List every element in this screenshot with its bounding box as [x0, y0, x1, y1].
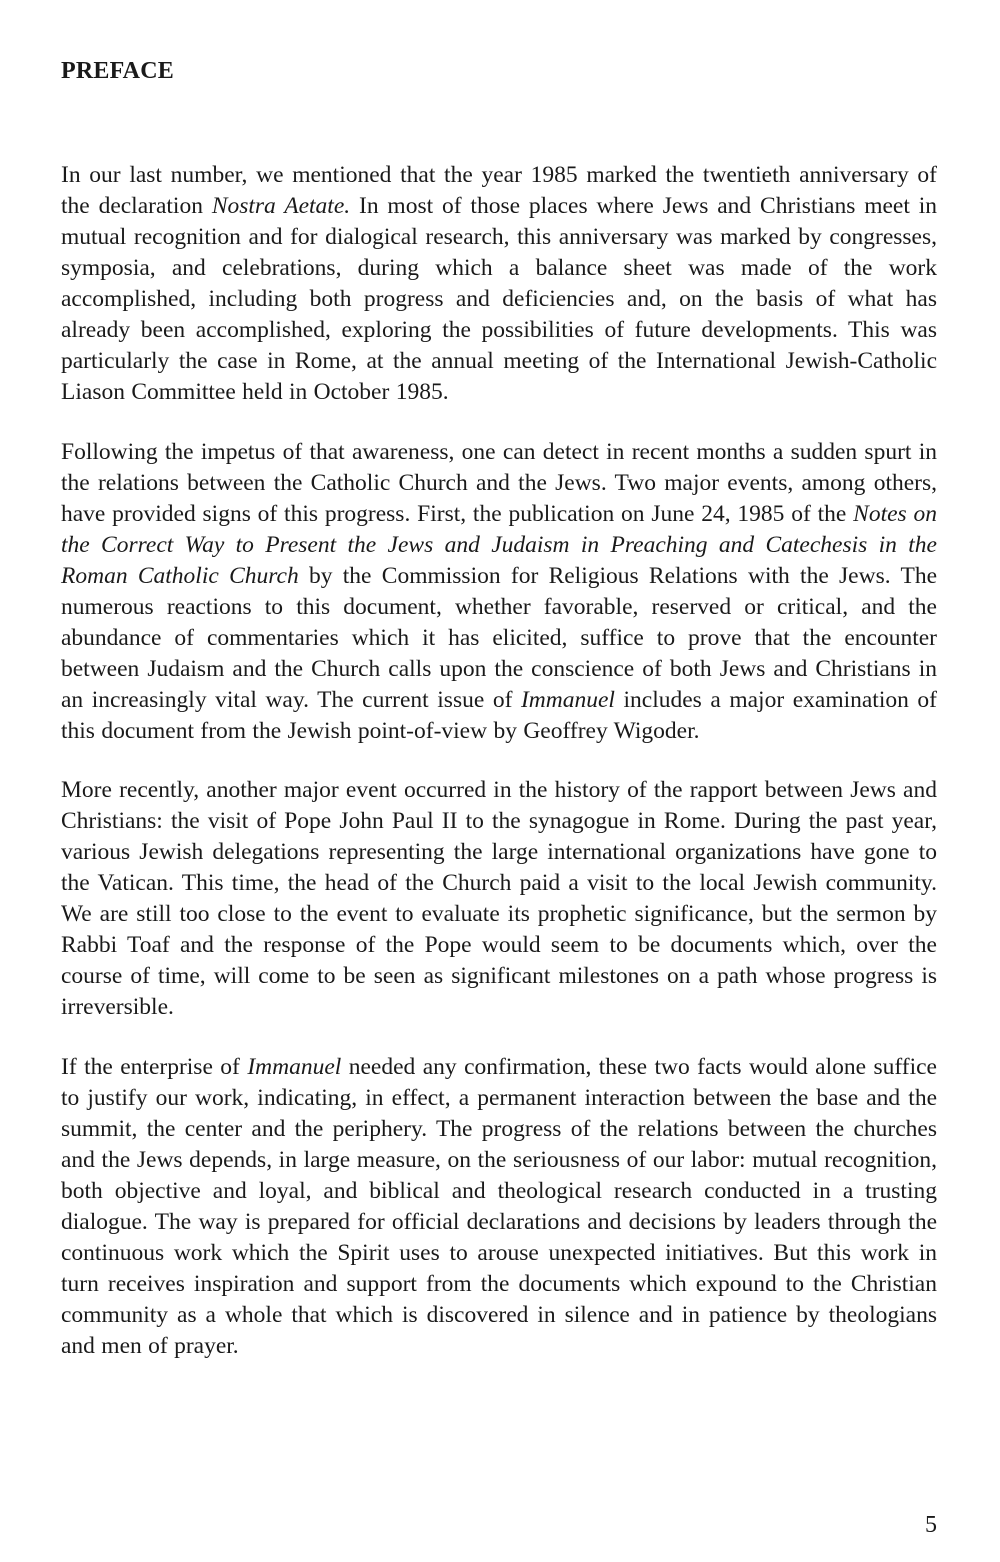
paragraph-1-text-a: In our last number, we mentioned that the year 1985 marked the twentieth anniversary of the declaration [61, 162, 937, 219]
paragraph-3-text-a: More recently, another major event occurred in the history of the rapport between Jews and Christians: the visit of Pope John Paul II to the synagogue in Rome. During the past year, various Jewish delegations representing the large international organizations have gone to the Vatican. This time, the head of the Church paid a visit to the local Jewish community. We are still too close to the event to evaluate its prophetic significance, but the sermon by Rabbi Toaf and the response of the Pope would seem to be documents which, over the course of time, will come to be seen as significant milestones on a path whose progress is irreversible. [61, 777, 937, 1020]
body-text [61, 160, 937, 1390]
paragraph-2-italic-journal: Immanuel [520, 686, 615, 713]
paragraph-3 [61, 775, 937, 1023]
paragraph-1-italic-title: Nostra Aetate. [211, 193, 351, 219]
paragraph-2-text-c: includes a major examination of this document from the Jewish point-of-view by Geoffrey Wigoder. [61, 686, 937, 744]
document-page [61, 0, 937, 1562]
paragraph-1-text-b: In most of those places where Jews and Christians meet in mutual recognition and for dialogical research, this anniversary was marked by congresses, symposia, and celebrations, during which a balance sheet was made of the work accomplished, including both progress and deficiencies and, on the basis of what has already been accomplished, exploring the possibilities of future developments. This was particularly the case in Rome, at the annual meeting of the International Jewish-Catholic Liason Committee held in October 1985. [61, 193, 937, 405]
paragraph-2-text-b: by the Commission for Religious Relations with the Jews. The numerous reactions to this document, whether favorable, reserved or critical, and the abundance of commentaries which it has elicited, suffice to prove that the encounter between Judaism and the Church calls upon the conscience of both Jews and Christians in an increasingly vital way. The current issue of [61, 562, 937, 713]
page-title: PREFACE [61, 58, 174, 84]
page-number: 5 [925, 1512, 937, 1538]
paragraph-4 [61, 1052, 937, 1362]
paragraph-4-text-b: needed any confirmation, these two facts would alone suffice to justify our work, indicating, in effect, a permanent interaction between the base and the summit, the center and the periphery. The progress of the relations between the churches and the Jews depends, in large measure, on the seriousness of our labor: mutual recognition, both objective and loyal, and biblical and theological research conducted in a trusting dialogue. The way is prepared for official declarations and decisions by leaders through the continuous work which the Spirit uses to arouse unexpected initiatives. But this work in turn receives inspiration and support from the documents which expound to the Christian community as a whole that which is discovered in silence and in patience by theologians and men of prayer. [61, 1053, 937, 1359]
paragraph-4-italic-journal: Immanuel [247, 1053, 342, 1080]
paragraph-4-text-a: If the enterprise of [61, 1053, 248, 1080]
paragraph-2-text-a: Following the impetus of that awareness, one can detect in recent months a sudden spurt in the relations between the Catholic Church and the Jews. Two major events, among others, have provided signs of this progress. First, the publication on June 24, 1985 of the [61, 438, 937, 527]
paragraph-1 [61, 160, 937, 408]
paragraph-2 [61, 437, 937, 747]
paragraph-2-italic-title: Notes on the Correct Way to Present the Jews and Judaism in Preaching and Catechesis in the Roman Catholic Church [61, 500, 938, 589]
